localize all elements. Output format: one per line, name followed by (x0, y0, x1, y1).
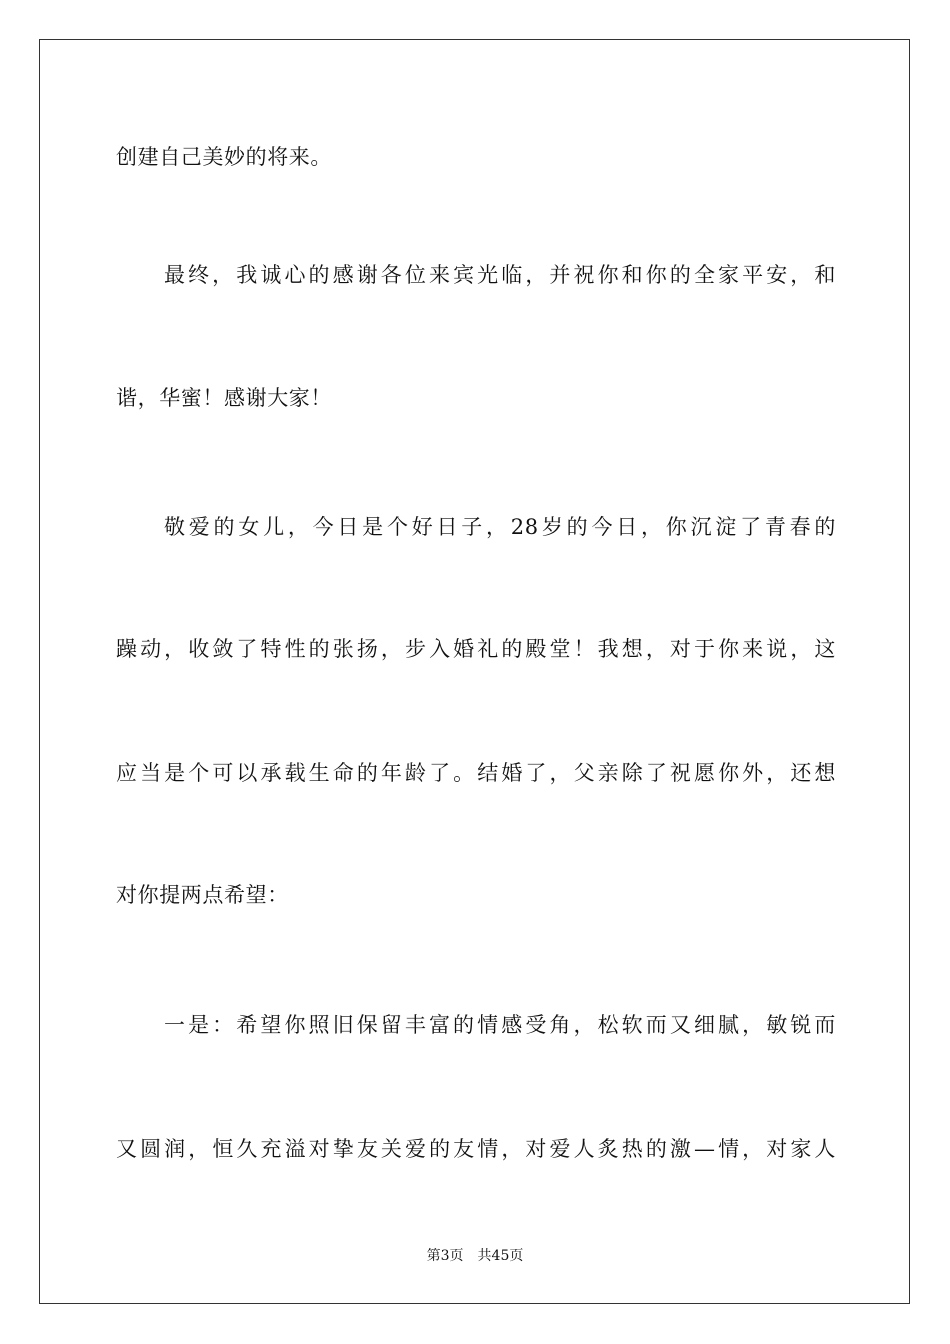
text-line-8: 一是：希望你照旧保留丰富的情感受角，松软而又细腻，敏锐而 (164, 1013, 836, 1037)
text-line-2: 最终，我诚心的感谢各位来宾光临，并祝你和你的全家平安，和 (164, 263, 836, 287)
text-line-4: 敬爱的女儿，今日是个好日子，28岁的今日，你沉淀了青春的 (164, 515, 836, 539)
text-line-9: 又圆润，恒久充溢对挚友关爱的友情，对爱人炙热的激—情，对家人 (116, 1137, 836, 1161)
text-line-5: 躁动，收敛了特性的张扬，步入婚礼的殿堂！我想，对于你来说，这 (116, 637, 836, 661)
text-line-3: 谐，华蜜！感谢大家！ (116, 386, 332, 410)
text-line-6: 应当是个可以承载生命的年龄了。结婚了，父亲除了祝愿你外，还想 (116, 761, 836, 785)
page-total: 共45页 (477, 1248, 524, 1264)
page-footer (0, 1247, 950, 1265)
page-border (39, 39, 910, 1304)
text-line-7: 对你提两点希望： (116, 883, 289, 907)
text-line-1: 创建自己美妙的将来。 (116, 145, 332, 169)
page-number: 第3页 (426, 1248, 464, 1264)
